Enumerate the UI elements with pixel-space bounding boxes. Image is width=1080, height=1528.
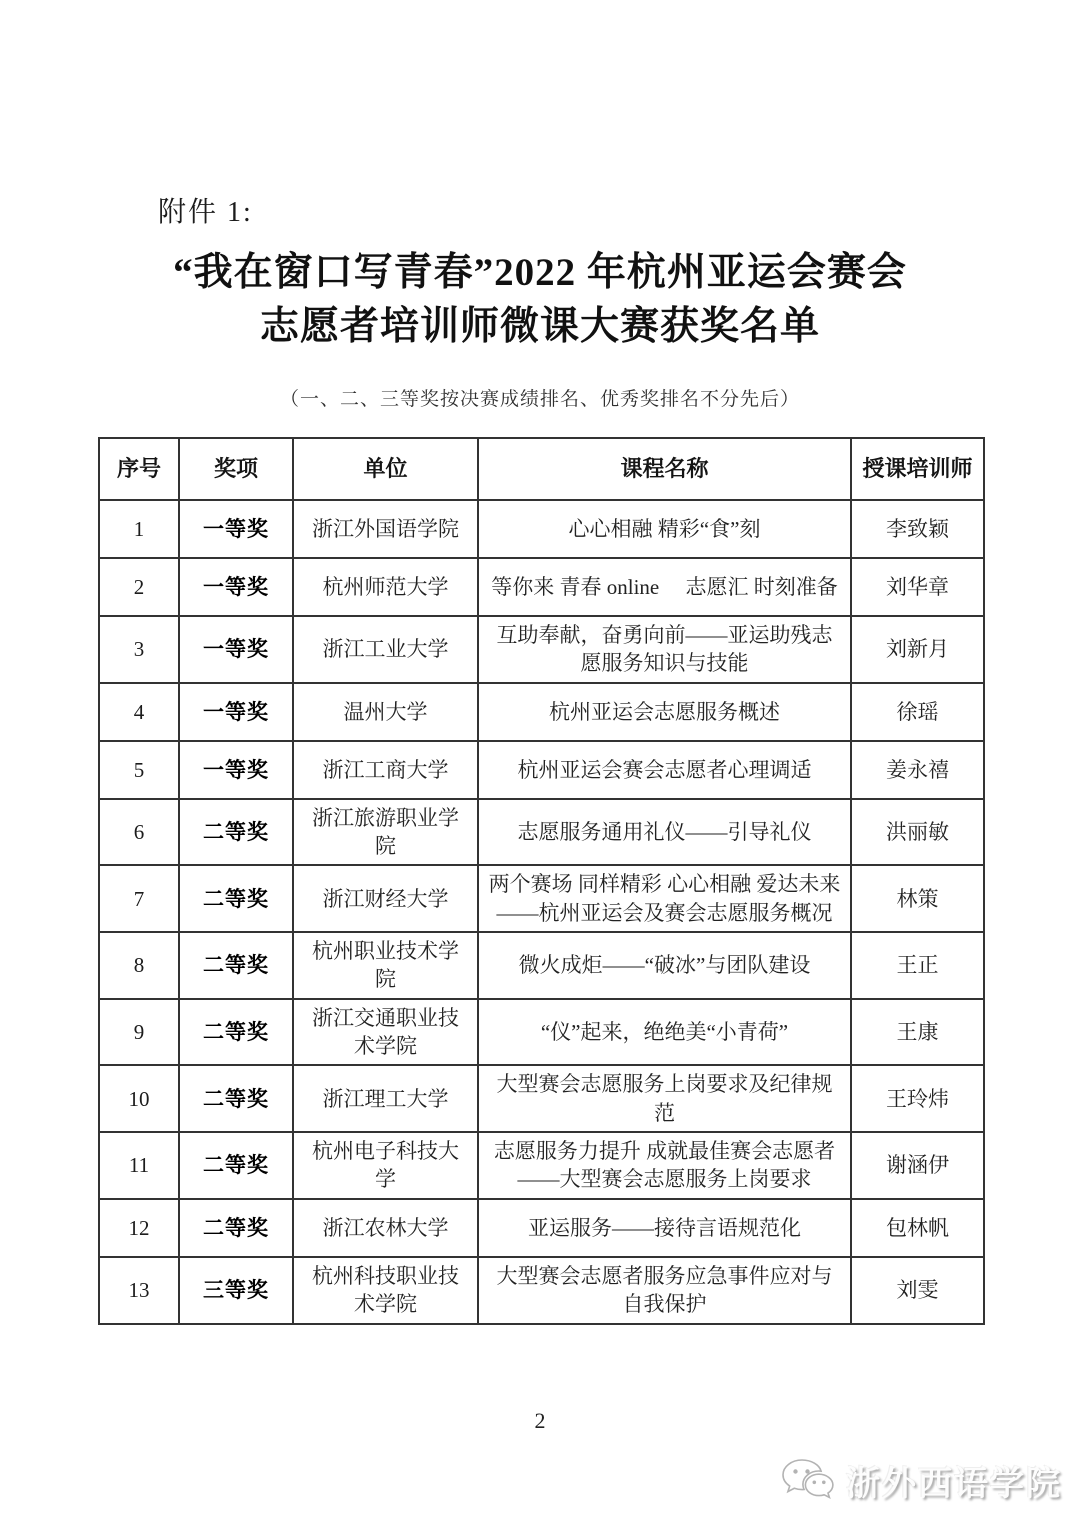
document-title — [0, 246, 1080, 354]
table-row — [99, 558, 984, 616]
cell-unit: 杭州电子科技大学 — [293, 1132, 478, 1199]
cell-award: 一等奖 — [179, 683, 293, 741]
cell-no: 7 — [99, 865, 179, 932]
cell-course: 两个赛场 同样精彩 心心相融 爱达未来——杭州亚运会及赛会志愿服务概况 — [478, 865, 851, 932]
column-header: 序号 — [99, 438, 179, 500]
cell-unit: 浙江交通职业技术学院 — [293, 999, 478, 1066]
watermark-label: 浙外西语学院 — [846, 1464, 1062, 1503]
cell-course: 互助奉献，奋勇向前——亚运助残志愿服务知识与技能 — [478, 616, 851, 683]
table-row — [99, 683, 984, 741]
cell-no: 10 — [99, 1065, 179, 1132]
attachment-label: 附件 1: — [158, 197, 253, 228]
cell-no: 9 — [99, 999, 179, 1066]
cell-course: “仪”起来，绝绝美“小青荷” — [478, 999, 851, 1066]
cell-unit: 浙江财经大学 — [293, 865, 478, 932]
table-row — [99, 500, 984, 558]
cell-no: 13 — [99, 1257, 179, 1324]
cell-trainer: 王正 — [851, 932, 984, 999]
table-row — [99, 799, 984, 866]
column-header: 单位 — [293, 438, 478, 500]
cell-course: 大型赛会志愿者服务应急事件应对与自我保护 — [478, 1257, 851, 1324]
column-header: 课程名称 — [478, 438, 851, 500]
cell-unit: 杭州师范大学 — [293, 558, 478, 616]
cell-no: 6 — [99, 799, 179, 866]
cell-trainer: 谢涵伊 — [851, 1132, 984, 1199]
cell-trainer: 王康 — [851, 999, 984, 1066]
cell-trainer: 徐瑶 — [851, 683, 984, 741]
cell-award: 二等奖 — [179, 1199, 293, 1257]
cell-no: 4 — [99, 683, 179, 741]
cell-trainer: 刘新月 — [851, 616, 984, 683]
cell-course: 微火成炬——“破冰”与团队建设 — [478, 932, 851, 999]
table-row — [99, 1132, 984, 1199]
cell-no: 5 — [99, 741, 179, 799]
cell-award: 二等奖 — [179, 865, 293, 932]
table-row — [99, 1065, 984, 1132]
cell-unit: 温州大学 — [293, 683, 478, 741]
cell-award: 一等奖 — [179, 616, 293, 683]
page-number: 2 — [534, 1408, 546, 1433]
document-title-line1: “我在窗口写青春”2022 年杭州亚运会赛会 — [173, 251, 907, 294]
cell-award: 二等奖 — [179, 799, 293, 866]
cell-no: 2 — [99, 558, 179, 616]
cell-course: 杭州亚运会志愿服务概述 — [478, 683, 851, 741]
cell-trainer: 洪丽敏 — [851, 799, 984, 866]
cell-unit: 浙江工业大学 — [293, 616, 478, 683]
cell-award: 一等奖 — [179, 500, 293, 558]
table-row — [99, 999, 984, 1066]
cell-award: 二等奖 — [179, 999, 293, 1066]
cell-unit: 浙江理工大学 — [293, 1065, 478, 1132]
cell-course: 亚运服务——接待言语规范化 — [478, 1199, 851, 1257]
cell-course: 心心相融 精彩“食”刻 — [478, 500, 851, 558]
table-row — [99, 1199, 984, 1257]
cell-unit: 杭州科技职业技术学院 — [293, 1257, 478, 1324]
cell-trainer: 李致颖 — [851, 500, 984, 558]
cell-no: 12 — [99, 1199, 179, 1257]
wechat-icon — [778, 1454, 840, 1506]
awards-table-container — [98, 437, 983, 1325]
awards-table — [98, 437, 985, 1325]
cell-course: 等你来 青春 online 志愿汇 时刻准备 — [478, 558, 851, 616]
table-row — [99, 616, 984, 683]
cell-unit: 杭州职业技术学院 — [293, 932, 478, 999]
cell-trainer: 刘雯 — [851, 1257, 984, 1324]
document-title-line2: 志愿者培训师微课大赛获奖名单 — [259, 304, 820, 348]
cell-award: 二等奖 — [179, 1132, 293, 1199]
cell-award: 二等奖 — [179, 932, 293, 999]
cell-award: 一等奖 — [179, 741, 293, 799]
cell-course: 杭州亚运会赛会志愿者心理调适 — [478, 741, 851, 799]
cell-course: 志愿服务力提升 成就最佳赛会志愿者——大型赛会志愿服务上岗要求 — [478, 1132, 851, 1199]
column-header: 奖项 — [179, 438, 293, 500]
cell-no: 3 — [99, 616, 179, 683]
cell-award: 三等奖 — [179, 1257, 293, 1324]
cell-course: 志愿服务通用礼仪——引导礼仪 — [478, 799, 851, 866]
table-row — [99, 741, 984, 799]
cell-trainer: 王玲炜 — [851, 1065, 984, 1132]
watermark — [778, 1454, 1062, 1506]
cell-trainer: 刘华章 — [851, 558, 984, 616]
cell-award: 二等奖 — [179, 1065, 293, 1132]
cell-unit: 浙江旅游职业学院 — [293, 799, 478, 866]
table-header-row — [99, 438, 984, 500]
cell-trainer: 包林帆 — [851, 1199, 984, 1257]
table-row — [99, 1257, 984, 1324]
cell-no: 1 — [99, 500, 179, 558]
cell-unit: 浙江外国语学院 — [293, 500, 478, 558]
table-row — [99, 932, 984, 999]
cell-trainer: 姜永禧 — [851, 741, 984, 799]
cell-no: 8 — [99, 932, 179, 999]
document-subtitle: （一、二、三等奖按决赛成绩排名、优秀奖排名不分先后） — [279, 389, 800, 410]
cell-trainer: 林策 — [851, 865, 984, 932]
cell-course: 大型赛会志愿服务上岗要求及纪律规范 — [478, 1065, 851, 1132]
column-header: 授课培训师 — [851, 438, 984, 500]
table-row — [99, 865, 984, 932]
cell-award: 一等奖 — [179, 558, 293, 616]
cell-unit: 浙江农林大学 — [293, 1199, 478, 1257]
cell-unit: 浙江工商大学 — [293, 741, 478, 799]
cell-no: 11 — [99, 1132, 179, 1199]
